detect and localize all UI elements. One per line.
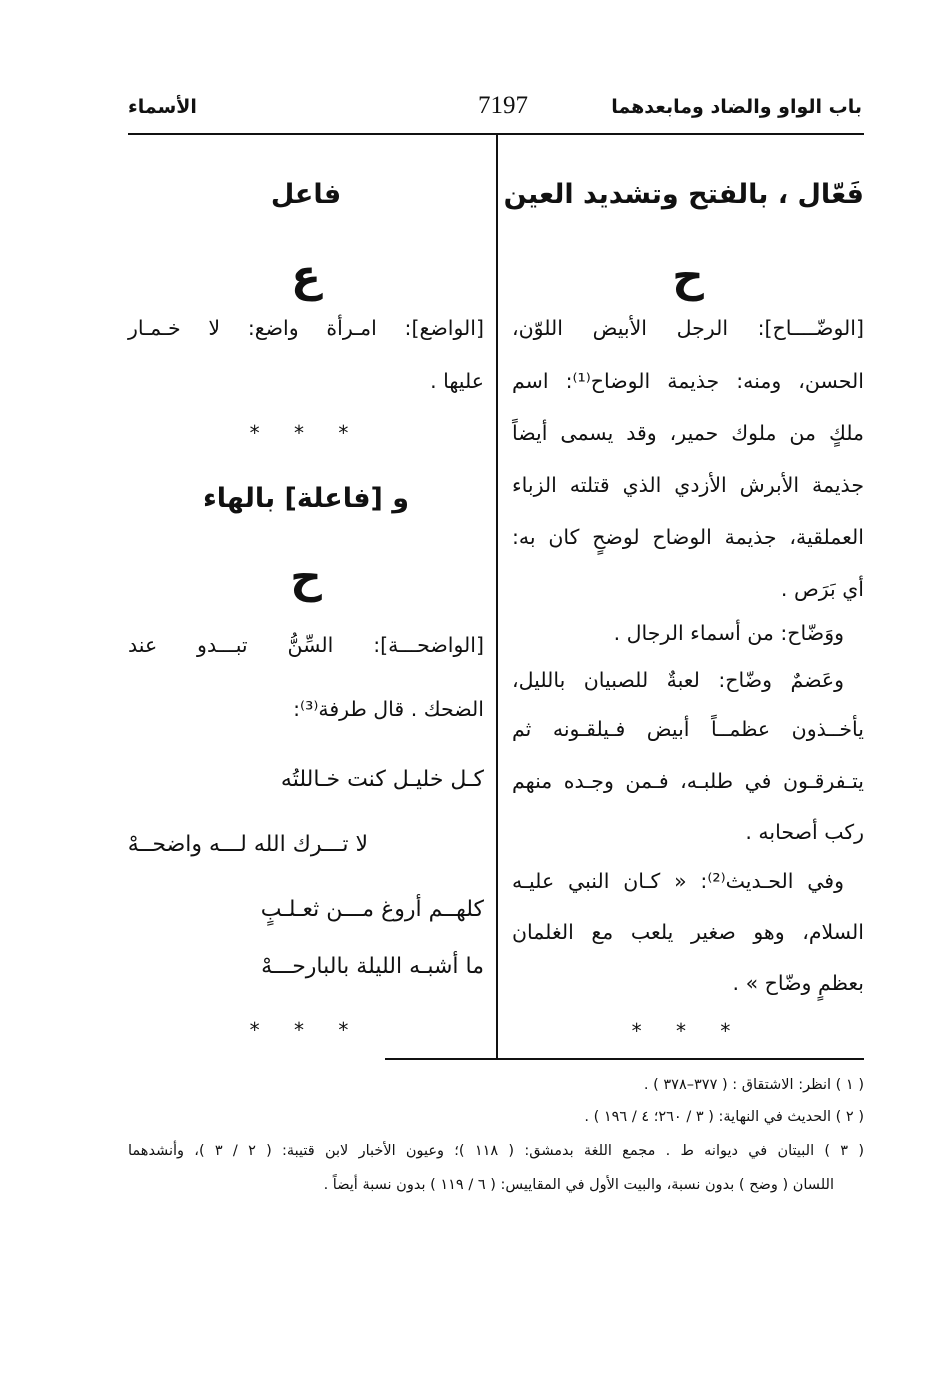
footnote: ( ١ ) انظر: الاشتقاق : ( ٣٧٧–٣٧٨ ) . bbox=[643, 1077, 864, 1093]
verse-line: لا تـــرك الله لـــه واضحــهْ bbox=[127, 832, 368, 857]
entry-line: العملقية، جذيمة الوضاح لوضحٍ كان به: bbox=[512, 525, 864, 549]
entry-line: السلام، وهو صغير يلعب مع الغلمان bbox=[512, 920, 864, 944]
section-title: الأسماء bbox=[128, 96, 197, 118]
verse-line: كـل خليـل كنت خـاللتُه bbox=[280, 767, 484, 792]
entry-line: يتـفرقـون في طلبـه، فـمن وجـده منهم bbox=[512, 769, 864, 793]
section-separator: * * * bbox=[249, 1018, 363, 1042]
entry-line: ووَضّاح: من أسماء الرجال . bbox=[613, 621, 844, 645]
entry-line: أي بَرَص . bbox=[780, 577, 864, 601]
entry-line: [الواضحـــة]: السِّنُّ تبـــدو عند bbox=[128, 633, 484, 657]
entry-line: ملكٍ من ملوك حمير، وقد يسمى أيضاً bbox=[512, 421, 864, 445]
entry-line: بعظمٍ وضّاح » . bbox=[732, 971, 864, 995]
verse-line: كلهــم أروغ مـــن ثعـلـبٍ bbox=[260, 897, 484, 922]
entry-line: [الوضّــــاح]: الرجل الأبيض اللوّن، bbox=[512, 316, 864, 340]
right-letter: ح bbox=[672, 251, 704, 302]
entry-line: جذيمة الأبرش الأزدي الذي قتلته الزباء bbox=[512, 473, 864, 497]
column-divider bbox=[496, 135, 498, 1059]
footnote: ( ٢ ) الحديث في النهاية: ( ٣ / ٢٦٠؛ ٤ / ١٩٦ ) . bbox=[584, 1109, 864, 1125]
entry-line: وعَضمٌ وضّاح: لعبةٌ للصبيان بالليل، bbox=[512, 668, 844, 692]
section-separator: * * * bbox=[631, 1019, 745, 1043]
left-subheading: و [فاعلة] بالهاء bbox=[202, 483, 410, 514]
entry-line: الضحك . قال طرفة⁽³⁾: bbox=[293, 697, 484, 721]
chapter-title: باب الواو والضاد ومابعدهما bbox=[611, 96, 862, 118]
footnote-rule bbox=[385, 1058, 864, 1060]
right-heading: فَعّال ، بالفتح وتشديد العين bbox=[503, 179, 864, 210]
footnote: اللسان ( وضح ) بدون نسبة، والبيت الأول في المقاييس: ( ٦ / ١١٩ ) بدون نسبة أيضاً . bbox=[323, 1177, 834, 1193]
section-separator: * * * bbox=[249, 421, 363, 445]
page-header bbox=[128, 92, 862, 132]
left-heading: فاعل bbox=[270, 179, 342, 210]
entry-line: [الواضع]: امـرأة واضع: لا خـمـار bbox=[128, 316, 484, 340]
entry-line: يأخــذون عظمــاً أبيض فـيلقـونه ثم bbox=[512, 717, 864, 741]
entry-line: وفي الحـديث⁽²⁾: « كـان النبي عليـه bbox=[512, 869, 844, 893]
entry-line: عليها . bbox=[430, 369, 484, 393]
entry-line: الحسن، ومنه: جذيمة الوضاح⁽¹⁾: اسم bbox=[512, 369, 864, 393]
entry-line: ركب أصحابه . bbox=[745, 820, 864, 844]
left-letter: ع bbox=[290, 251, 322, 302]
verse-line: ما أشبـه الليلة بالبارحـــهْ bbox=[261, 954, 484, 979]
footnote: ( ٣ ) البيتان في ديوانه ط . مجمع اللغة بدمشق: ( ١١٨ )؛ وعيون الأخبار لابن قتيبة: ( ٢ / ٣ )، وأنشدهما bbox=[128, 1143, 864, 1159]
page-number: 7197 bbox=[478, 92, 528, 119]
left-letter: ح bbox=[290, 552, 322, 603]
